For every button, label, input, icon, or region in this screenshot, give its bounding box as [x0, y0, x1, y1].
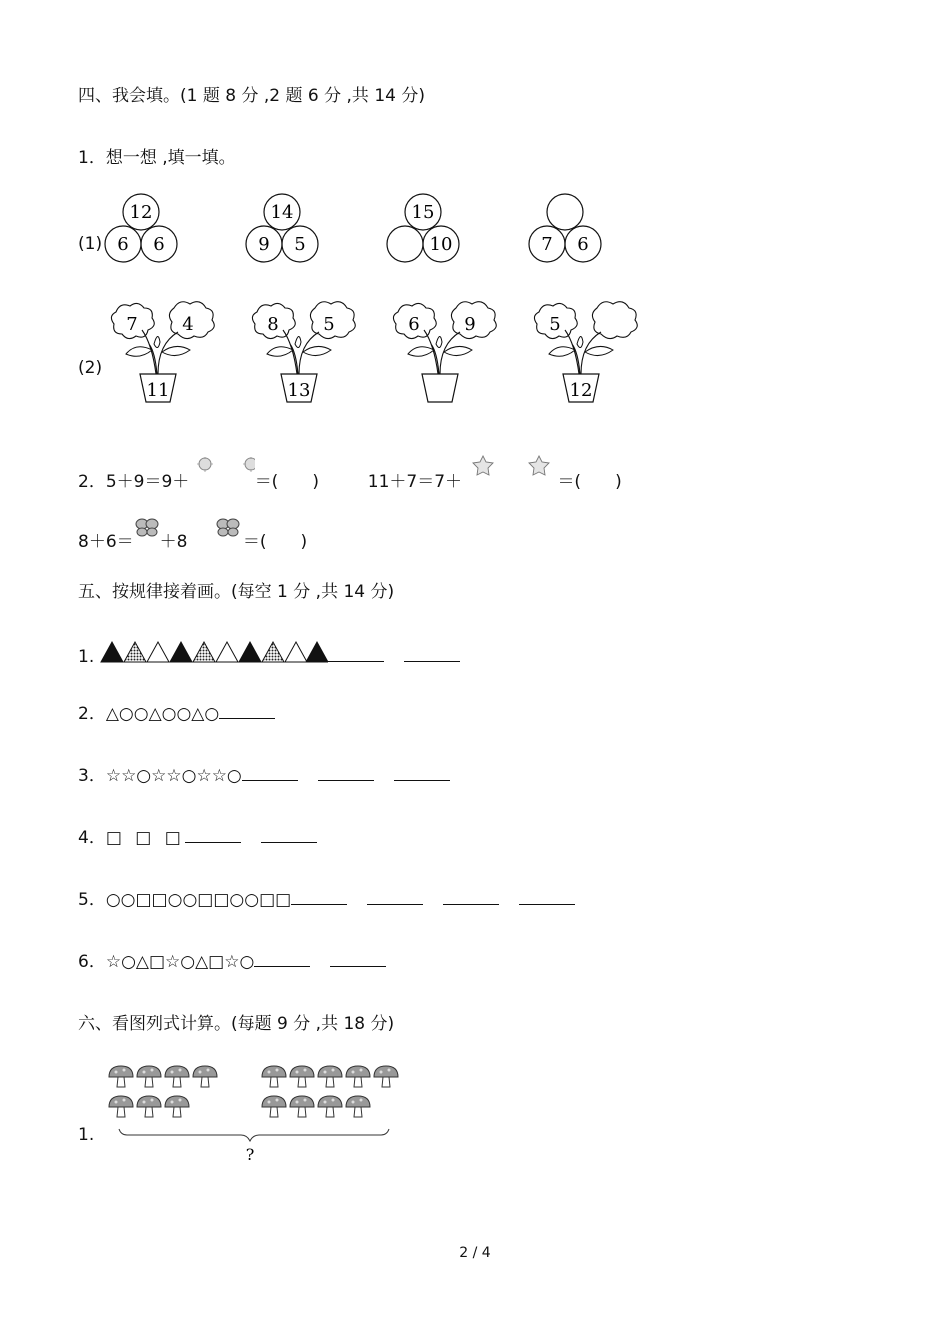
answer-blank[interactable] — [519, 888, 575, 905]
pattern-row-4 — [78, 826, 337, 850]
circle-left: 7 — [541, 234, 553, 255]
pattern-2-sequence: △○○△○○△○ — [105, 704, 220, 724]
pot-number: 11 — [146, 380, 170, 401]
flower-pot-3 — [393, 302, 496, 402]
circle-top: 12 — [129, 202, 153, 223]
circle-group-1 — [105, 194, 177, 262]
circle-group-2 — [246, 194, 318, 262]
equation-2: 11＋7＝7＋ — [367, 472, 463, 492]
circle-group-4 — [529, 194, 601, 262]
answer-blank[interactable] — [242, 764, 298, 781]
pattern-3-number: 3． — [78, 766, 106, 786]
answer-blank[interactable] — [219, 702, 275, 719]
right-mushroom-group — [262, 1066, 398, 1117]
equation-row-2 — [78, 517, 307, 554]
flower-left-number: 8 — [267, 314, 279, 335]
answer-blank[interactable] — [254, 950, 310, 967]
triangle-sequence — [100, 640, 328, 664]
equation-1-result: ＝( ) — [254, 472, 319, 492]
pattern-4-number: 4． — [78, 828, 106, 848]
circle-group-3 — [387, 194, 459, 262]
flower-right-number: 4 — [182, 314, 194, 335]
answer-blank[interactable] — [443, 888, 499, 905]
pattern-6-number: 6． — [78, 952, 106, 972]
page-number: 2 / 4 — [459, 1245, 491, 1261]
pattern-5-sequence: ○○□□○○□□○○□□ — [105, 890, 292, 910]
sun-pictures — [195, 457, 255, 479]
pattern-row-3 — [78, 764, 470, 788]
star-pictures — [467, 455, 557, 481]
left-mushroom-group — [109, 1066, 217, 1117]
circle-left: 9 — [258, 234, 270, 255]
pattern-6-sequence: ☆○△□☆○△□☆○ — [105, 952, 255, 972]
answer-blank[interactable] — [404, 645, 460, 662]
mushroom-picture — [105, 1063, 405, 1169]
question1-title: 1．想一想 ,填一填。 — [78, 148, 236, 168]
pattern-3-sequence: ☆☆○☆☆○☆☆○ — [105, 766, 242, 786]
section4-title: 四、我会填。(1 题 8 分 ,2 题 6 分 ,共 14 分) — [78, 86, 426, 106]
flower-pot-1 — [111, 302, 214, 402]
flower-right-number: 9 — [464, 314, 476, 335]
answer-blank[interactable] — [328, 645, 384, 662]
circle-right: 5 — [294, 234, 306, 255]
flower-left-number: 6 — [408, 314, 420, 335]
pattern-row-1 — [78, 640, 480, 669]
answer-blank[interactable] — [330, 950, 386, 967]
pattern-2-number: 2． — [78, 704, 106, 724]
equation-3-middle: ＋8 — [159, 532, 188, 552]
answer-blank[interactable] — [185, 826, 241, 843]
answer-blank[interactable] — [367, 888, 423, 905]
pattern-row-2 — [78, 702, 295, 726]
pattern-row-5 — [78, 888, 595, 912]
number-circles — [100, 190, 620, 268]
answer-blank[interactable] — [261, 826, 317, 843]
pattern-row-6 — [78, 950, 406, 974]
circle-left: 6 — [117, 234, 129, 255]
circle-right: 10 — [429, 234, 453, 255]
section5-title: 五、按规律接着画。(每空 1 分 ,共 14 分) — [78, 582, 395, 602]
equation-3: 8＋6＝ — [78, 532, 134, 552]
question2-number: 2． — [78, 472, 106, 492]
circle-top: 15 — [411, 202, 435, 223]
equation-row-1 — [78, 455, 622, 494]
flower-right-number: 5 — [323, 314, 335, 335]
part2-label: (2) — [78, 358, 103, 378]
flower-left-number: 5 — [549, 314, 561, 335]
pot-number: 12 — [569, 380, 593, 401]
circle-top: 14 — [270, 202, 294, 223]
answer-blank[interactable] — [318, 764, 374, 781]
total-brace — [119, 1129, 389, 1141]
equation-2-result: ＝( ) — [557, 472, 622, 492]
pattern-4-sequence: □ □ □ — [105, 828, 185, 848]
butterfly-picture-2 — [193, 517, 243, 539]
equation-1: 5＋9＝9＋ — [105, 472, 190, 492]
flower-pot-4 — [534, 302, 637, 402]
pot-number: 13 — [287, 380, 311, 401]
section6-title: 六、看图列式计算。(每题 9 分 ,共 18 分) — [78, 1014, 395, 1034]
circle-right: 6 — [153, 234, 165, 255]
circle-right: 6 — [577, 234, 589, 255]
part1-label: (1) — [78, 234, 103, 254]
equation-3-result: ＝( ) — [242, 532, 308, 552]
pattern-1-number: 1. — [78, 647, 95, 667]
answer-blank[interactable] — [291, 888, 347, 905]
pattern-5-number: 5． — [78, 890, 106, 910]
flower-pot-2 — [252, 302, 355, 402]
section6-question1-number: 1. — [78, 1125, 95, 1145]
flower-pots — [100, 300, 640, 408]
flower-left-number: 7 — [126, 314, 138, 335]
answer-blank[interactable] — [394, 764, 450, 781]
butterfly-picture — [134, 517, 160, 539]
question-mark: ? — [245, 1145, 255, 1164]
